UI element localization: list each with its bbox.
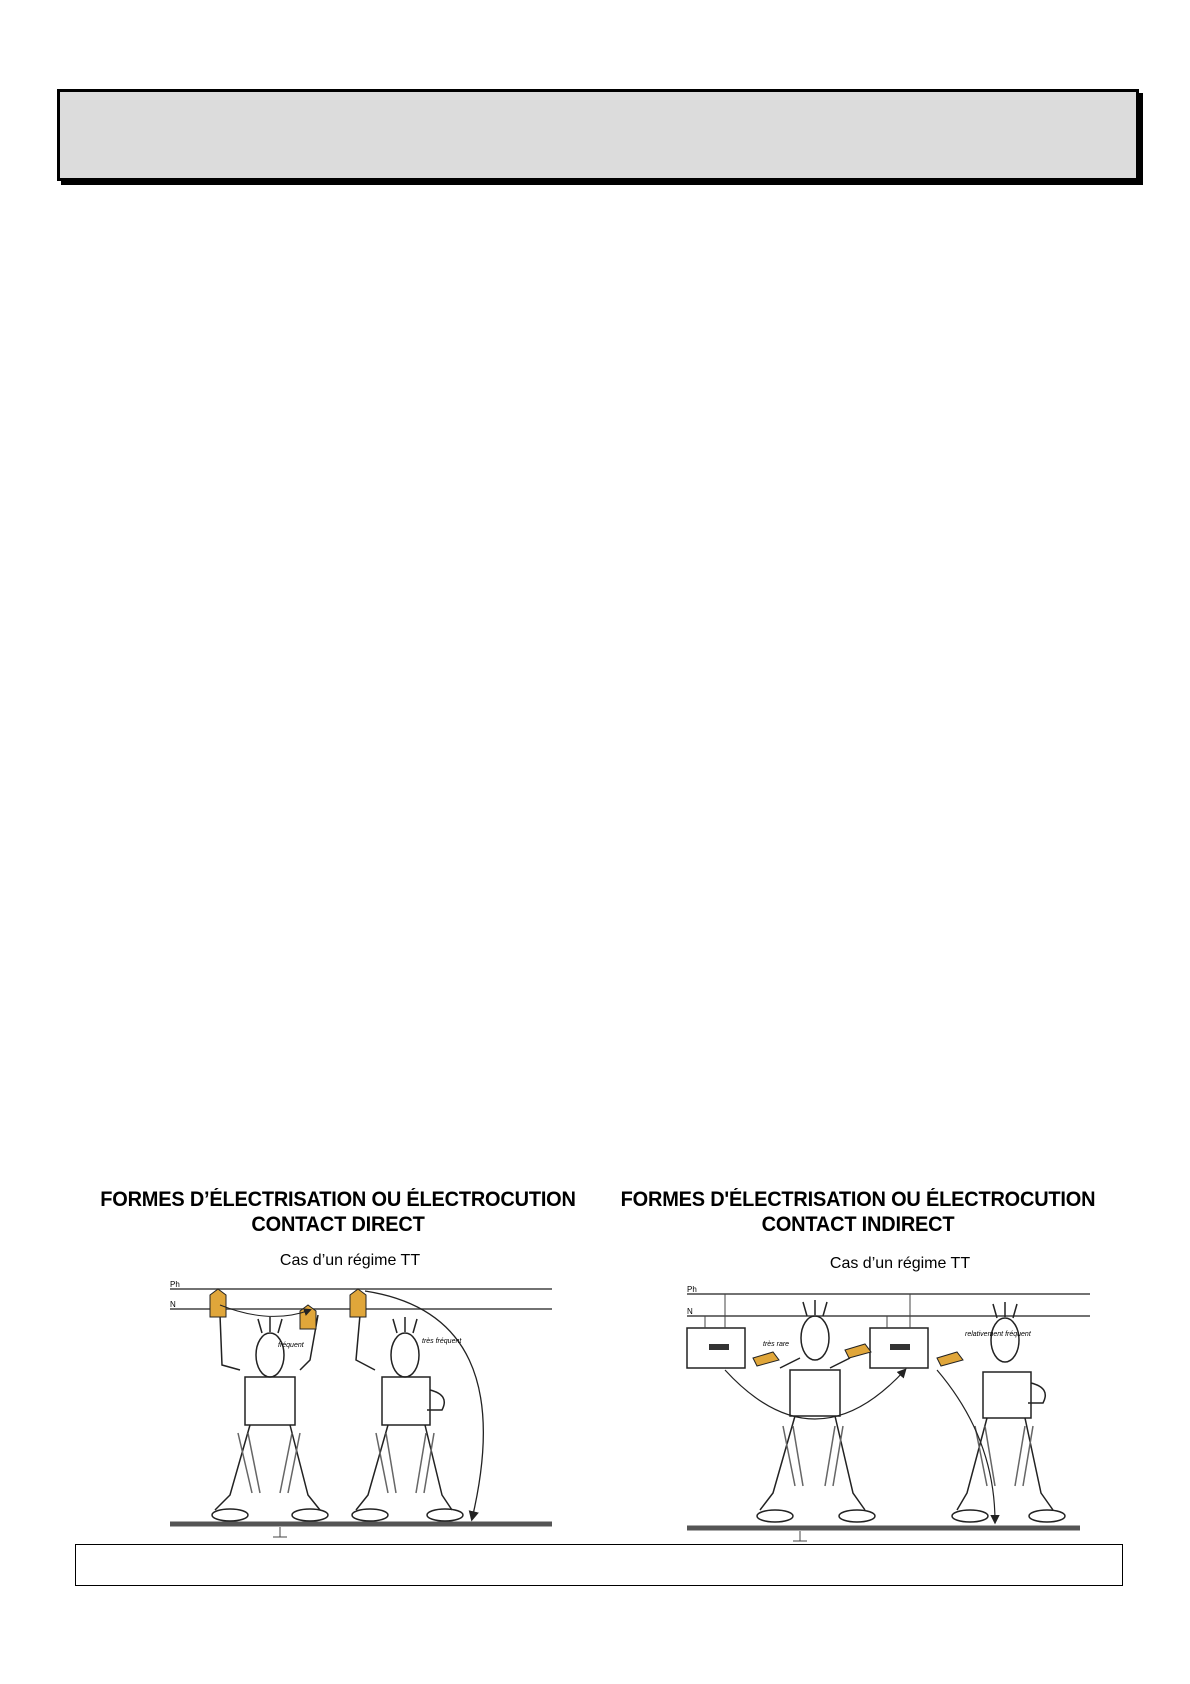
figure-title-direct <box>91 1187 585 1237</box>
person-figure-3 <box>757 1300 875 1522</box>
person-figure-1 <box>212 1315 328 1521</box>
person-figure-2 <box>352 1315 463 1521</box>
figure-title-line2: CONTACT DIRECT <box>251 1213 425 1236</box>
hand-6 <box>937 1352 963 1366</box>
figure-title-indirect <box>611 1187 1105 1237</box>
figure-title-line1: FORMES D'ÉLECTRISATION OU ÉLECTROCUTION <box>620 1188 1096 1211</box>
illustration-contact-direct <box>160 1275 560 1540</box>
neutral-label: N <box>687 1307 693 1316</box>
phase-label: Ph <box>170 1280 180 1289</box>
hand-5 <box>845 1344 871 1358</box>
annotation-very-rare: très rare <box>763 1341 790 1348</box>
figure-subtitle-indirect: Cas d’un régime TT <box>829 1255 971 1272</box>
hand-2 <box>300 1305 316 1329</box>
annotation-frequent: fréquent <box>278 1342 304 1349</box>
phase-label: Ph <box>687 1285 697 1294</box>
annotation-relatively-frequent: relativement fréquent <box>965 1331 1031 1338</box>
hand-1 <box>210 1289 226 1317</box>
neutral-label: N <box>170 1300 176 1309</box>
illustration-contact-indirect <box>675 1278 1095 1543</box>
hand-3 <box>350 1289 366 1317</box>
figure-title-line1: FORMES D’ÉLECTRISATION OU ÉLECTROCUTION <box>100 1188 576 1211</box>
figure-subtitle-direct: Cas d’un régime TT <box>279 1252 421 1269</box>
current-path-arrow <box>937 1370 995 1522</box>
caption-box <box>75 1544 1123 1586</box>
header-box <box>57 89 1139 181</box>
hand-4 <box>753 1352 779 1366</box>
current-path-arrow <box>365 1291 483 1519</box>
figure-title-line2: CONTACT INDIRECT <box>761 1213 955 1236</box>
annotation-very-frequent: très fréquent <box>422 1338 462 1345</box>
